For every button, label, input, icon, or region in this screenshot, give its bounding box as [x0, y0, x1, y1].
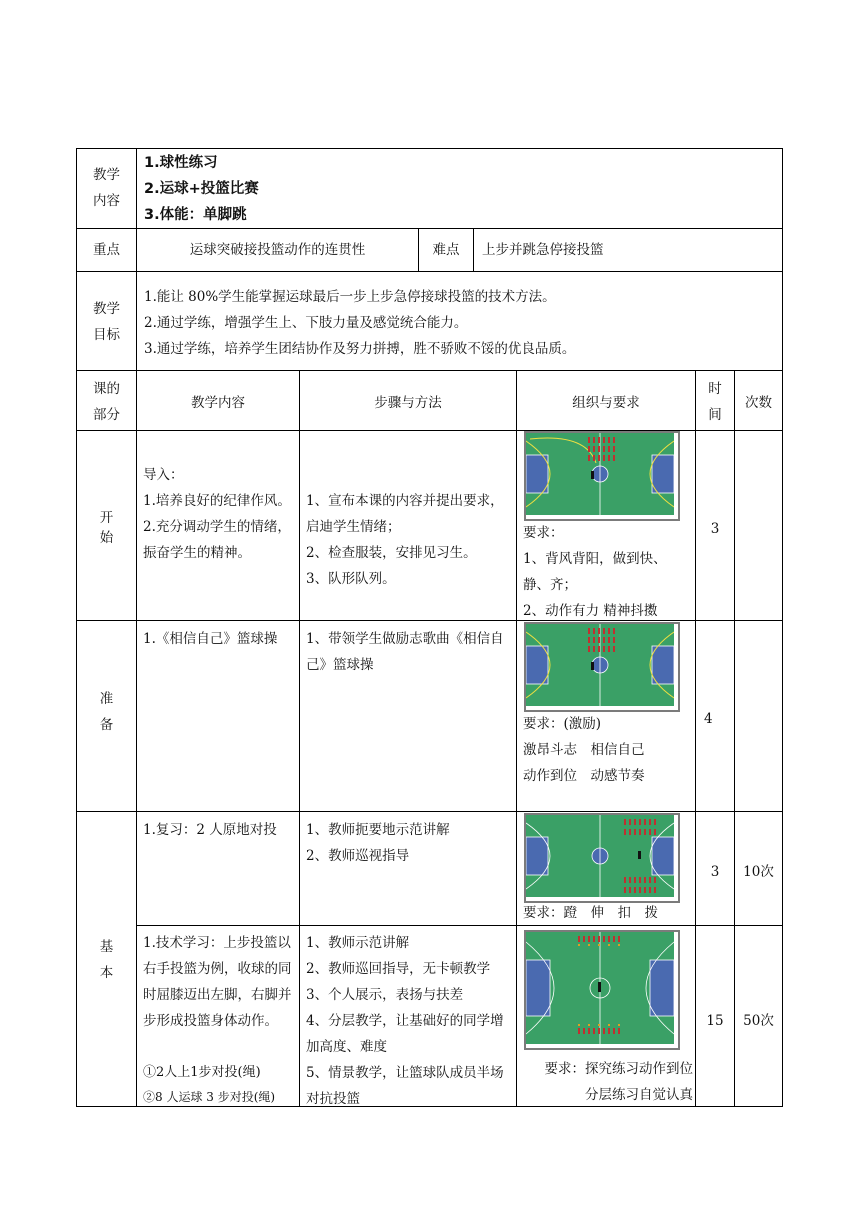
focus-text: 运球突破接投篮动作的连贯性 [189, 242, 366, 258]
start-content: 导入： 1.培养良好的纪律作风。 2.充分调动学生的情绪，振奋学生的精神。 [143, 467, 291, 561]
basic1-content: 1.复习：2 人原地对投 [143, 822, 277, 838]
basic2-method: 1、教师示范讲解 2、教师巡回指导，无卡顿教学 3、个人展示，表扬与扶差 4、分层教学，让基础好的同学增加高度、难度 5、情景教学，让篮球队成员半场对抗投篮 [306, 935, 504, 1107]
content-label: 教学 内容 [93, 167, 120, 209]
basic2-sub2: ②8 人运球 3 步对投(绳) [143, 1090, 276, 1104]
prep-requirement: 要求：(激励) 激昂斗志 相信自己 动作到位 动感节奏 [523, 716, 645, 784]
header-time: 时 间 [708, 381, 722, 423]
part-prep: 准 备 [99, 691, 114, 733]
basic2-requirement: 要求：探究练习动作到位 分层练习自觉认真 [544, 1061, 693, 1103]
start-requirement: 要求： 1、背风背阳，做到快、静、齐； 2、动作有力 精神抖擞 [523, 525, 667, 619]
court-diagram-basic2 [524, 930, 680, 1050]
header-org: 组织与要求 [572, 395, 640, 411]
objective-1: 1.能让 80%学生能掌握运球最后一步上步急停接球投篮的技术方法。 [144, 289, 556, 305]
start-time: 3 [710, 521, 720, 537]
objective-2: 2.通过学练，增强学生上、下肢力量及感觉统合能力。 [144, 315, 468, 331]
court-diagram-start [524, 431, 680, 521]
header-content: 教学内容 [191, 395, 245, 411]
start-method: 1、宣布本课的内容并提出要求，启迪学生情绪； 2、检查服装，安排见习生。 3、队形队列。 [306, 493, 504, 587]
content-item-2: 2.运球+投篮比赛 [144, 181, 259, 197]
part-basic: 基 本 [99, 939, 114, 981]
basic1-method: 1、教师扼要地示范讲解 2、教师巡视指导 [306, 822, 450, 864]
part-start: 开 始 [99, 510, 114, 546]
difficulty-text: 上步并跳急停接投篮 [482, 242, 604, 258]
content-item-1: 1.球性练习 [144, 155, 218, 171]
objectives-label: 教学 目标 [93, 301, 120, 343]
basic1-time: 3 [710, 864, 720, 880]
header-part: 课的 部分 [93, 381, 120, 423]
basic2-content: 1.技术学习：上步投篮以右手投篮为例，收球的同时屈膝迈出左脚，右脚并步形成投篮身体动作。 [143, 935, 292, 1029]
prep-time: 4 [704, 711, 713, 727]
focus-label: 重点 [93, 242, 120, 258]
header-method: 步骤与方法 [374, 395, 442, 411]
prep-method: 1、带领学生做励志歌曲《相信自己》篮球操 [306, 631, 504, 673]
court-diagram-basic1 [524, 813, 680, 903]
content-item-3: 3.体能：单脚跳 [144, 207, 247, 223]
prep-content: 1.《相信自己》篮球操 [143, 631, 278, 647]
objective-3: 3.通过学练，培养学生团结协作及努力拼搏，胜不骄败不馁的优良品质。 [144, 341, 576, 357]
basic2-count: 50次 [743, 1013, 774, 1029]
court-diagram-prep [524, 622, 680, 712]
header-count: 次数 [745, 395, 772, 411]
difficulty-label: 难点 [432, 242, 460, 258]
basic2-sub1: ①2人上1步对投(绳) [143, 1065, 261, 1080]
basic1-count: 10次 [743, 864, 774, 880]
basic2-time: 15 [706, 1013, 724, 1029]
basic1-requirement: 要求：蹬 伸 扣 拨 [523, 905, 658, 921]
